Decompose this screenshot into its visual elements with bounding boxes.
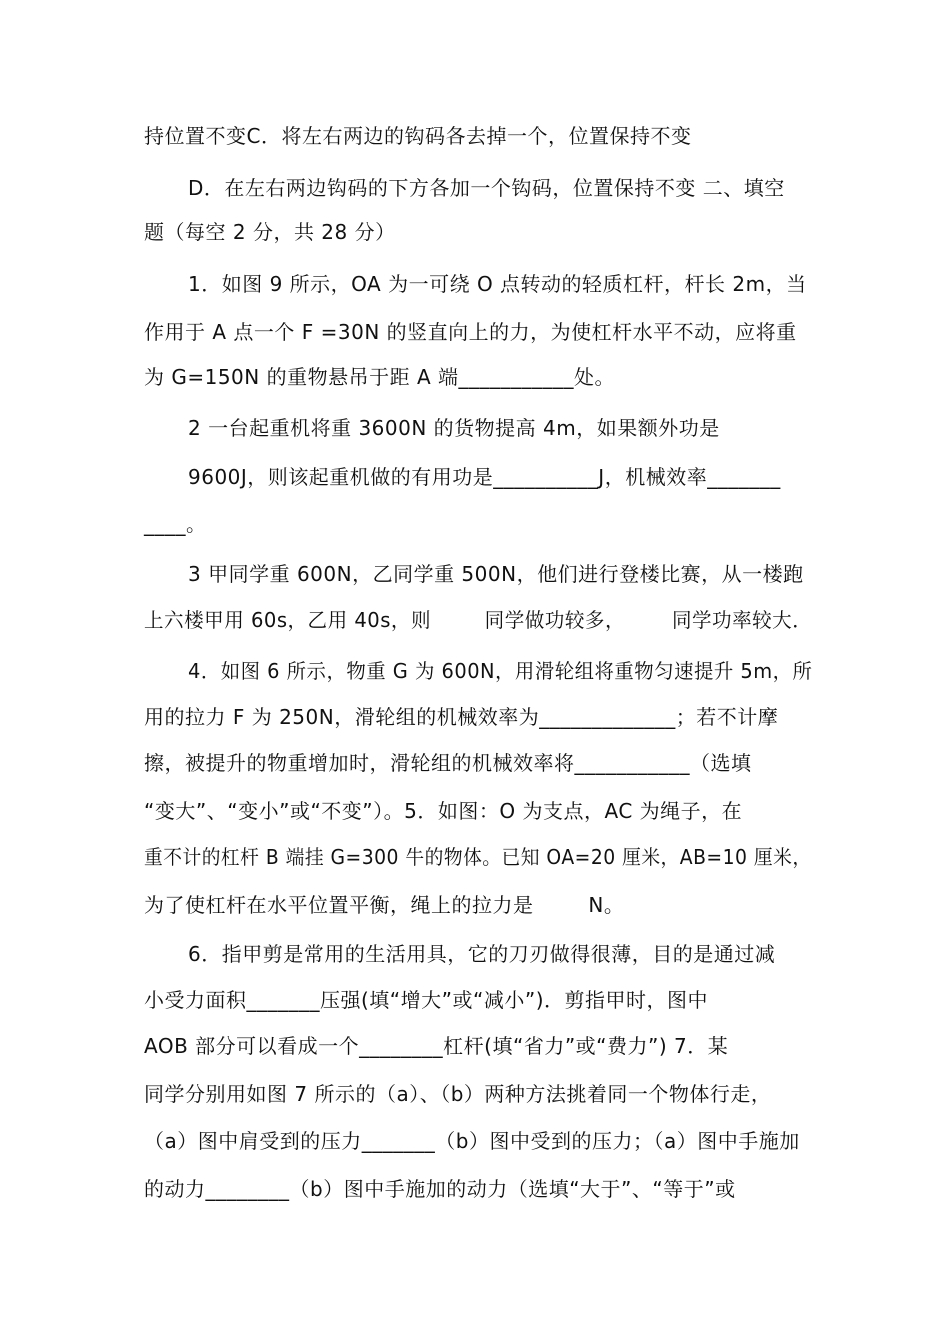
text-line: 9600J，则该起重机做的有用功是__________J，机械效率_______ — [188, 465, 781, 489]
text-line: 题（每空 2 分，共 28 分） — [144, 220, 396, 244]
text-line: 持位置不变C．将左右两边的钩码各去掉一个，位置保持不变 — [144, 124, 692, 148]
text-line: AOB 部分可以看成一个________杠杆(填“省力”或“费力”) 7．某 — [144, 1034, 729, 1058]
text-line: 2 一台起重机将重 3600N 的货物提高 4m，如果额外功是 — [188, 416, 720, 440]
text-line: 小受力面积_______压强(填“增大”或“减小”)．剪指甲时，图中 — [144, 988, 709, 1012]
text-line: 的动力________（b）图中手施加的动力（选填“大于”、“等于”或 — [144, 1177, 736, 1201]
text-line: 6．指甲剪是常用的生活用具，它的刀刃做得很薄，目的是通过减 — [188, 942, 776, 966]
text-line: 擦，被提升的物重增加时，滑轮组的机械效率将___________（选填 — [144, 751, 752, 775]
text-line: （a）图中肩受到的压力_______（b）图中受到的压力；（a）图中手施加 — [144, 1129, 800, 1153]
text-line: 同学分别用如图 7 所示的（a）、（b）两种方法挑着同一个物体行走， — [144, 1082, 772, 1106]
text-line: “变大”、“变小”或“不变”）。5．如图：O 为支点，AC 为绳子，在 — [144, 799, 743, 823]
text-line: 作用于 A 点一个 F =30N 的竖直向上的力，为使杠杆水平不动，应将重 — [144, 320, 797, 344]
text-line: 为了使杠杆在水平位置平衡，绳上的拉力是 N。 — [144, 893, 625, 917]
text-line: ____。 — [144, 512, 207, 536]
text-line: 4．如图 6 所示，物重 G 为 600N，用滑轮组将重物匀速提升 5m，所 — [188, 659, 813, 683]
text-line: D．在左右两边钩码的下方各加一个钩码，位置保持不变 二、填空 — [188, 176, 785, 200]
text-line: 为 G=150N 的重物悬吊于距 A 端___________处。 — [144, 365, 616, 389]
text-line: 3 甲同学重 600N，乙同学重 500N，他们进行登楼比赛，从一楼跑 — [188, 562, 804, 586]
text-line: 上六楼甲用 60s，乙用 40s，则 同学做功较多， 同学功率较大． — [144, 608, 813, 632]
text-line: 1．如图 9 所示，OA 为一可绕 O 点转动的轻质杠杆，杆长 2m，当 — [188, 272, 807, 296]
text-line: 用的拉力 F 为 250N，滑轮组的机械效率为_____________；若不计摩 — [144, 705, 779, 729]
text-line: 重不计的杠杆 B 端挂 G=300 牛的物体。已知 OA=20 厘米，AB=10 厘米， — [144, 845, 812, 869]
